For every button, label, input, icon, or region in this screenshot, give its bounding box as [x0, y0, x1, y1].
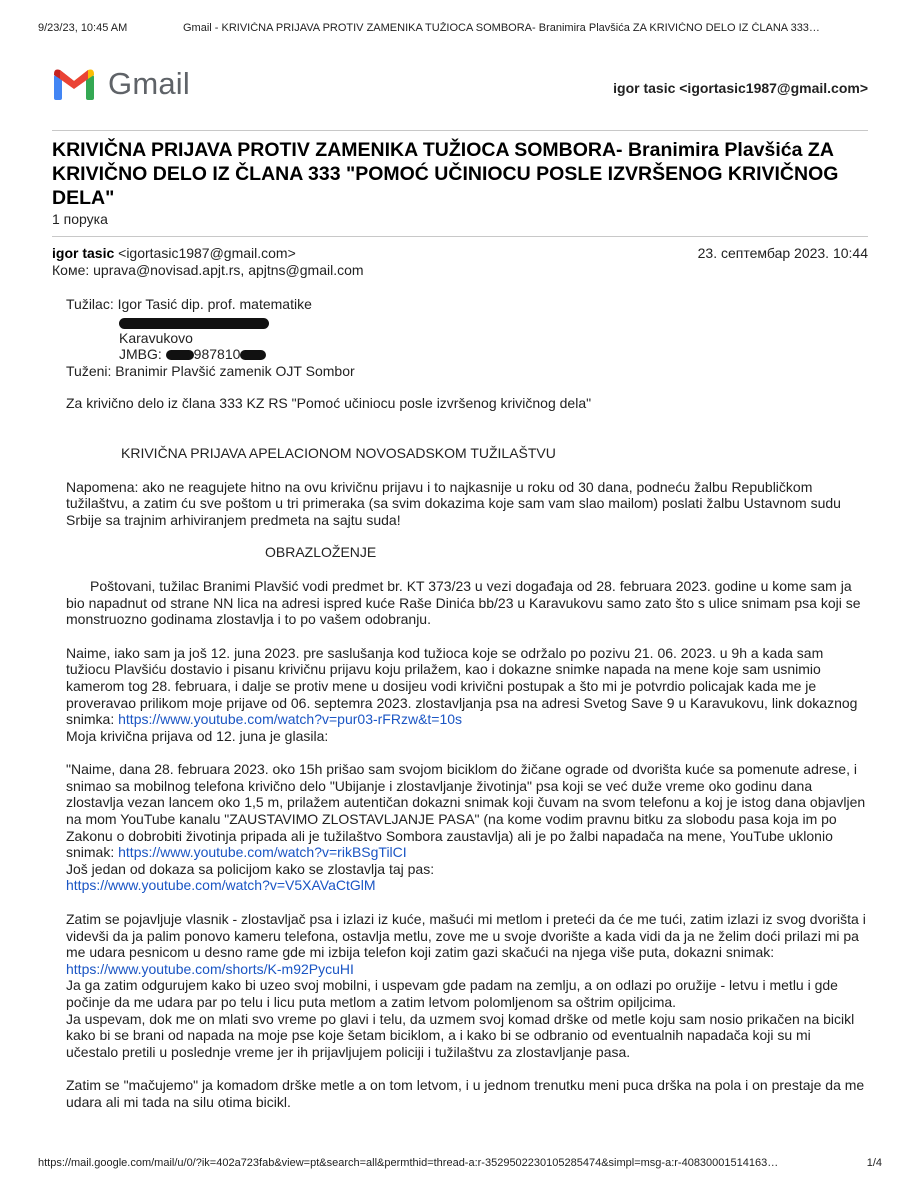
print-timestamp: 9/23/23, 10:45 AM	[38, 22, 128, 34]
recipients: Коме: uprava@novisad.apjt.rs, apjtns@gmail.com	[52, 262, 364, 278]
paragraph-6: Ja uspevam, dok me on mlati svo vreme po glavi i telu, da uzmem svoj komad drške od metle koju sam nosio prikačen na bicikl kako bi se brani od napada na moje pse koje šetam biciklom, a i kako bi se odbranio od eventualnih napadača koji su mi učestalo pretili u poslednje vreme jer ih prijavljujem policiji i tužilaštvu za zlostavljanje pasa.	[66, 1010, 855, 1060]
gmail-logo	[52, 66, 190, 102]
paragraph-4: Zatim se pojavljuje vlasnik - zlostavljač psa i izlazi iz kuće, mašući mi metlom i preteći da će me tući, zatim izlazi iz svog dvorišta i videvši da ja palim ponovo kameru telefona, ostavlja metlu, zove me u svoje dvorište a kada vidi da ja ne želim doći prilazi mi pa me udara pesnicom u desno rame gde mi izbija telefon koji zatim gazi skačući na njega više puta, dokazni snimak:	[66, 911, 866, 961]
jmbg-label: JMBG:	[119, 346, 166, 363]
gmail-envelope-icon	[52, 67, 96, 101]
gmail-wordmark: Gmail	[108, 66, 190, 101]
jmbg-partial: 987810	[193, 346, 241, 363]
evidence-link-2[interactable]: https://www.youtube.com/watch?v=rikBSgTilCI	[118, 844, 407, 861]
email-subject: KRIVIČNA PRIJAVA PROTIV ZAMENIKA TUŽIOCA SOMBORA- Branimira Plavšića ZA KRIVIČNO DELO IZ ČLANA 333 "POMOĆ UČINIOCU POSLE IZVRŠENOG KRIVIČNOG DELA"	[52, 139, 839, 209]
reasoning-title: OBRAZLOŽENJE	[265, 544, 377, 561]
paragraph-2: Naime, iako sam ja još 12. juna 2023. pre saslušanja kod tužioca koje se održalo po pozivu 21. 06. 2023. u 9h a kada sam tužiocu Plavšiću dostavio i pisanu krivičnu prijavu koju prilažem, kao i dokazne snimke napada na mene koje sam usnimio kamerom tog 28. februara, i dalje se protiv mene u dosijeu vodi krivični postupak a što mi je potvrdio policajak kada me je proveravao prilikom moje prijave od 06. septemra 2023. zlostavljanja psa na adresi Svetog Save 9 u Karavukovu, link dokaznog snimka: https://www.youtube.com/watch?v=pur03-rFRzw&t=10s	[66, 644, 858, 728]
sender-email: <igortasic1987@gmail.com>	[118, 245, 296, 261]
evidence-link-4[interactable]: https://www.youtube.com/shorts/K-m92PycuHI	[66, 960, 354, 977]
redacted-address	[66, 313, 866, 330]
header-divider	[52, 130, 868, 131]
note-paragraph: Napomena: ako ne reagujete hitno na ovu krivičnu prijavu i to najkasnije u roku od 30 dana, podneću žalbu Republičkom tužilaštvu, a zatim ću sve poštom u tri primeraka (sa svim dokazima koje sam vam slao mailom) poslati žalbu Ustavnom sudu Srbije sa trajnim arhiviranjem predmeta na sajtu suda!	[66, 478, 841, 528]
message-divider	[52, 236, 868, 237]
message-count: 1 порука	[52, 211, 108, 227]
sender	[52, 245, 296, 261]
paragraph-3b: Još jedan od dokaza sa policijom kako se zlostavlja taj pas:	[66, 860, 435, 877]
message-date: 23. септембар 2023. 10:44	[697, 245, 868, 261]
print-header	[38, 22, 882, 34]
offense-line: Za krivično delo iz člana 333 KZ RS "Pomoć učiniocu posle izvršenog krivičnog dela"	[66, 395, 592, 412]
defendant-line: Tuženi: Branimir Plavšić zamenik OJT Sombor	[66, 362, 355, 379]
evidence-link-1[interactable]: https://www.youtube.com/watch?v=pur03-rFRzw&t=10s	[118, 711, 463, 728]
redaction-bar	[166, 350, 194, 360]
evidence-link-3[interactable]: https://www.youtube.com/watch?v=V5XAVaCtGlM	[66, 877, 376, 894]
paragraph-1: Poštovani, tužilac Branimi Plavšić vodi predmet br. KT 373/23 u vezi događaja od 28. februara 2023. godine u kome sam ja bio napadnut od strane NN lica na adresi ispred kuće Raše Dinića bb/23 u Karavukovu samo zato što s ulice snimam psa koji se monstruozno godinama zlostavlja i to po vašem odobranju.	[66, 577, 861, 628]
paragraph-7: Zatim se "mačujemo" ja komadom drške metle a on tom letvom, i u jednom trenutku meni puca drška na pola i on prestaje da me udara ali mi tada na silu otima bicikl.	[66, 1077, 865, 1110]
sender-name: igor tasic	[52, 245, 115, 261]
paragraph-2b: Moja krivična prijava od 12. juna je glasila:	[66, 727, 329, 744]
paragraph-5: Ja ga zatim odgurujem kako bi uzeo svoj mobilni, i uspevam gde padam na zemlju, a on odlazi po oružije - letvu i metlu i gde počinje da me udara par po telu i licu puta metlom a zatim letvom polomljenom sa oštrim opiljcima.	[66, 977, 838, 1010]
jmbg-line	[66, 346, 866, 363]
message-body	[66, 296, 866, 1111]
plaintiff-line: Tužilac: Igor Tasić dip. prof. matematike	[66, 296, 312, 312]
page-number: 1/4	[866, 1157, 882, 1169]
town-line: Karavukovo	[119, 329, 193, 346]
print-page-title: Gmail - KRIVIČNA PRIJAVA PROTIV ZAMENIKA TUŽIOCA SOMBORA- Branimira Plavšića ZA KRIVIČNO DELO IZ ČLANA 333…	[183, 22, 820, 34]
redaction-bar	[119, 318, 269, 329]
print-footer	[38, 1157, 882, 1169]
account-info: igor tasic <igortasic1987@gmail.com>	[613, 80, 868, 96]
paragraph-3: "Naime, dana 28. februara 2023. oko 15h prišao sam svojom biciklom do žičane ograde od dvorišta kuće sa pomenute adrese, i snimao sa mobilnog telefona krivično delo "Ubijanje i zlostavljanje životinja" psa koji se već duže vreme oko godinu dana zlostavlja vezan lancem oko 1,5 m, prilažem autentičan dokazni snimak koji čuvam na svom telefonu a koj je istog dana objavljen na mom YouTube kanalu "ZAUSTAVIMO ZLOSTAVLJANJE PASA" (na kome vodim pravnu bitku za slobodu pasa koja im po Zakonu o dobrobiti životinja pripada ali je tužilaštvo Sombora zaustavlja) ali je po žalbi napadača na mene, YouTube uklonio snimak: https://www.youtube.com/watch?v=rikBSgTilCI	[66, 761, 866, 861]
document-heading: KRIVIČNA PRIJAVA APELACIONOM NOVOSADSKOM TUŽILAŠTVU	[121, 444, 556, 461]
redaction-bar	[240, 350, 266, 360]
page-url: https://mail.google.com/mail/u/0/?ik=402a723fab&view=pt&search=all&permthid=thread-a:r-3529502230105285474&simpl=msg-a:r-40830001514163…	[38, 1157, 779, 1169]
